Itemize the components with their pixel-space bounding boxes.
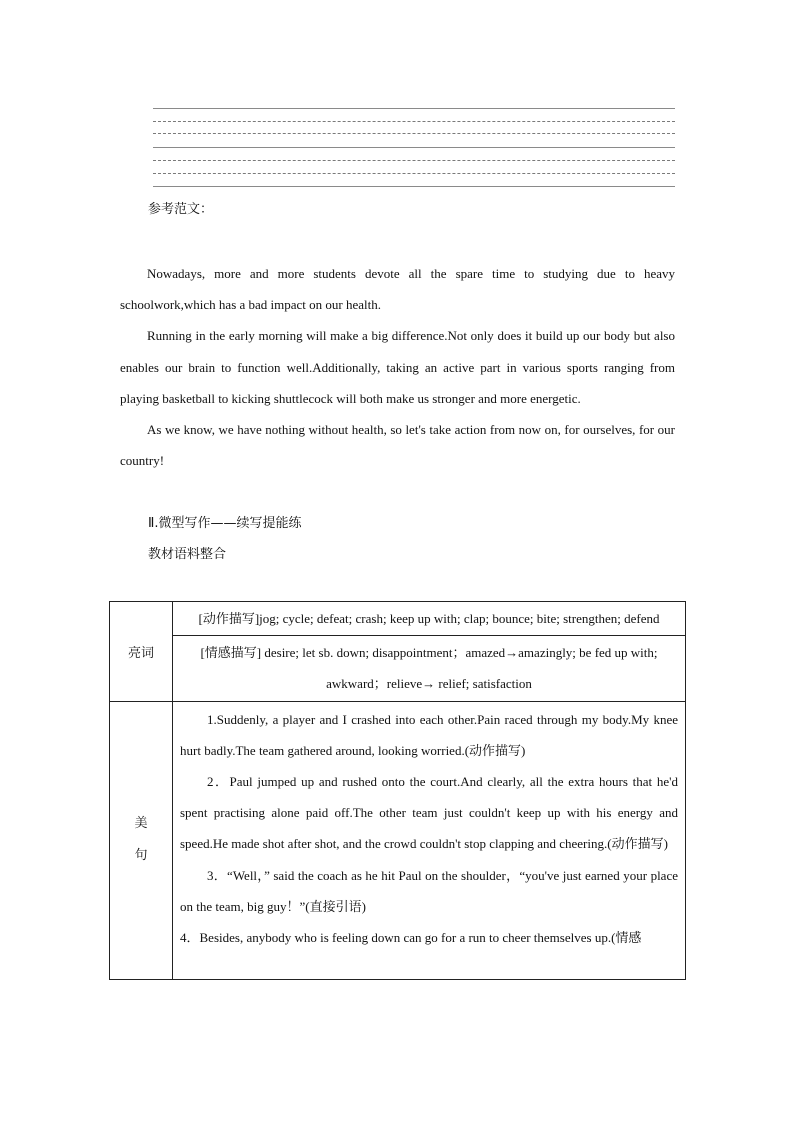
- sentence-item: 3．“Well，” said the coach as he hit Paul on the shoulder，“you've just earned your place on the team, big guy！”(直接引语): [180, 867, 678, 914]
- writing-line: [153, 186, 675, 187]
- action-words-cell: [动作描写]jog; cycle; defeat; crash; keep up with; clap; bounce; bite; strengthen; defend: [173, 602, 686, 636]
- sample-essay: [120, 258, 675, 476]
- table-row: [110, 701, 686, 979]
- essay-paragraph: Nowadays, more and more students devote all the spare time to studying due to heavy schoolwork,which has a bad impact on our health.: [120, 266, 675, 313]
- table-row: [110, 636, 686, 701]
- sentence-item: 1.Suddenly, a player and I crashed into each other.Pain raced through my body.My knee hurt badly.The team gathered around, looking worried.(动作描写): [180, 711, 678, 758]
- writing-line: [153, 173, 675, 174]
- row-header-sentences: 美句: [110, 701, 173, 979]
- essay-paragraph: Running in the early morning will make a big difference.Not only does it build up our body but also enables our brain to function well.Additionally, taking an active part in various sports ranging from playing basketball to kicking shuttlecock will both make us stronger and more energetic.: [120, 328, 675, 406]
- row-header-words: 亮词: [110, 602, 173, 702]
- material-table: [109, 601, 686, 980]
- table-row: [110, 602, 686, 636]
- sentences-cell: [173, 701, 686, 979]
- writing-line: [153, 160, 675, 161]
- writing-line: [153, 108, 675, 109]
- section-subtitle: 教材语料整合: [148, 547, 227, 562]
- sentence-item: 4．Besides, anybody who is feeling down can go for a run to cheer themselves up.(情感: [180, 930, 642, 946]
- essay-paragraph: As we know, we have nothing without health, so let's take action from now on, for ourselves, for our country!: [120, 422, 675, 469]
- sample-heading: 参考范文：: [148, 202, 214, 217]
- section-title: Ⅱ.微型写作——续写提能练: [148, 516, 302, 531]
- writing-line: [153, 121, 675, 122]
- emotion-words-cell: [情感描写] desire; let sb. down; disappointment；amazed→amazingly; be fed up with; awkward；relieve→ relief; satisfaction: [173, 636, 686, 701]
- sentence-item: 2．Paul jumped up and rushed onto the court.And clearly, all the extra hours that he'd spent practising alone paid off.The other team just couldn't keep up with his energy and speed.He made shot after shot, and the crowd couldn't stop clapping and cheering.(动作描写): [180, 774, 678, 852]
- writing-line: [153, 133, 675, 134]
- writing-line: [153, 147, 675, 148]
